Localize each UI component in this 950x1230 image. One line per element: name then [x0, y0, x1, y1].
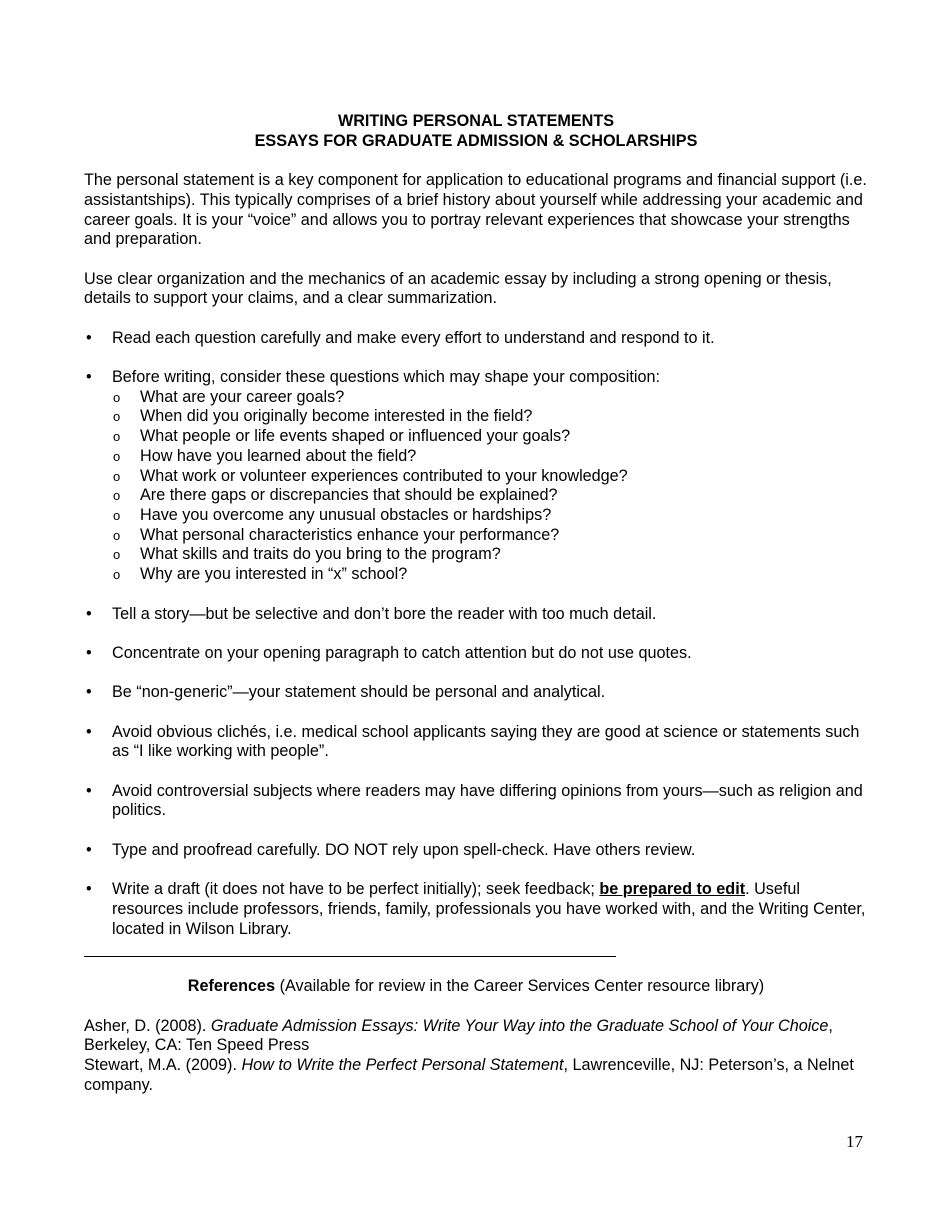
document-page: [84, 112, 868, 1096]
circle-bullet-icon: o: [113, 389, 121, 405]
intro-paragraph-2: Use clear organization and the mechanics of an academic essay by including a strong opening or thesis, details to support your claims, and a clear summarization.: [84, 269, 832, 308]
reference-stewart: Stewart, M.A. (2009). How to Write the Perfect Personal Statement, Lawrenceville, NJ: Peterson’s, a Nelnet company.: [84, 1056, 854, 1094]
circle-bullet-icon: o: [113, 508, 121, 523]
tip-non-generic: Be “non-generic”—your statement should be personal and analytical.: [112, 683, 606, 702]
tip-cliches: Avoid obvious clichés, i.e. medical school applicants saying they are good at science or statements such as “I like working with people”.: [112, 722, 860, 761]
list-item: [84, 644, 868, 664]
list-item: [84, 841, 868, 861]
question-item: o What work or volunteer experiences contributed to your knowledge?: [113, 466, 628, 485]
tip-opening: Concentrate on your opening paragraph to catch attention but do not use quotes.: [112, 643, 692, 662]
question-item: o When did you originally become interested in the field?: [113, 407, 533, 426]
tip-controversial: Avoid controversial subjects where readers may have differing opinions from yours—such as religion and politics.: [112, 781, 863, 820]
bullet-icon: •: [86, 880, 92, 899]
circle-bullet-icon: o: [113, 488, 121, 504]
question-item: o Why are you interested in “x” school?: [113, 565, 408, 584]
bullet-icon: •: [86, 643, 92, 662]
list-item: [84, 723, 868, 762]
list-item: [84, 880, 868, 939]
bullet-icon: •: [86, 683, 92, 702]
title-line-1: WRITING PERSONAL STATEMENTS: [337, 112, 615, 130]
list-item: [84, 782, 868, 821]
circle-bullet-icon: o: [113, 527, 121, 543]
list-item: [84, 683, 868, 703]
list-item: [84, 605, 868, 625]
question-item: o Have you overcome any unusual obstacles or hardships?: [113, 506, 552, 524]
circle-bullet-icon: o: [113, 448, 121, 464]
question-item: o What people or life events shaped or influenced your goals?: [113, 427, 571, 446]
bullet-icon: •: [86, 722, 92, 741]
list-item: [84, 368, 868, 585]
question-item: o What skills and traits do you bring to the program?: [113, 545, 501, 564]
bullet-icon: •: [86, 604, 92, 623]
tips-list: [84, 329, 868, 940]
intro-paragraph-1: The personal statement is a key component for application to educational programs and financial support (i.e. assistantships). This typically comprises of a brief history about yourself while addressing your academic and career goals. It is your “voice” and allows you to portray relevant experiences that showcase your strengths and preparation.: [84, 171, 867, 249]
question-item: o How have you learned about the field?: [113, 446, 417, 465]
tip-read: Read each question carefully and make every effort to understand and respond to it.: [112, 328, 715, 347]
bullet-icon: •: [86, 840, 92, 859]
reference-asher: Asher, D. (2008). Graduate Admission Essays: Write Your Way into the Graduate School of Your Choice, Berkeley, CA: Ten Speed Press: [84, 1016, 833, 1055]
be-prepared-to-edit-emphasis: be prepared to edit: [599, 880, 746, 899]
page-number: 17: [846, 1132, 863, 1151]
list-item: [84, 329, 868, 349]
tip-proofread: Type and proofread carefully. DO NOT rely upon spell-check. Have others review.: [112, 840, 696, 859]
bullet-icon: •: [86, 368, 92, 387]
question-item: o Are there gaps or discrepancies that should be explained?: [113, 486, 558, 505]
question-item: o What are your career goals?: [113, 387, 345, 406]
bullet-icon: •: [86, 328, 92, 347]
circle-bullet-icon: o: [113, 409, 121, 425]
references-heading: References (Available for review in the Career Services Center resource library): [187, 977, 765, 996]
tip-story: Tell a story—but be selective and don’t bore the reader with too much detail.: [112, 604, 657, 623]
question-item: o What personal characteristics enhance your performance?: [113, 525, 560, 544]
section-divider: [84, 956, 616, 957]
tip-before-writing: Before writing, consider these questions which may shape your composition:: [112, 368, 660, 387]
circle-bullet-icon: o: [113, 547, 121, 563]
questions-list: [112, 388, 868, 585]
title-line-2: ESSAYS FOR GRADUATE ADMISSION & SCHOLARSHIPS: [254, 131, 698, 150]
tip-draft: Write a draft (it does not have to be perfect initially); seek feedback; be prepared to edit. Useful resources include professors, friends, family, professionals you have worked with, and the Writing Center, located in Wilson Library.: [112, 880, 866, 938]
circle-bullet-icon: o: [113, 468, 121, 484]
circle-bullet-icon: o: [113, 567, 121, 583]
bullet-icon: •: [86, 781, 92, 800]
circle-bullet-icon: o: [113, 429, 121, 445]
